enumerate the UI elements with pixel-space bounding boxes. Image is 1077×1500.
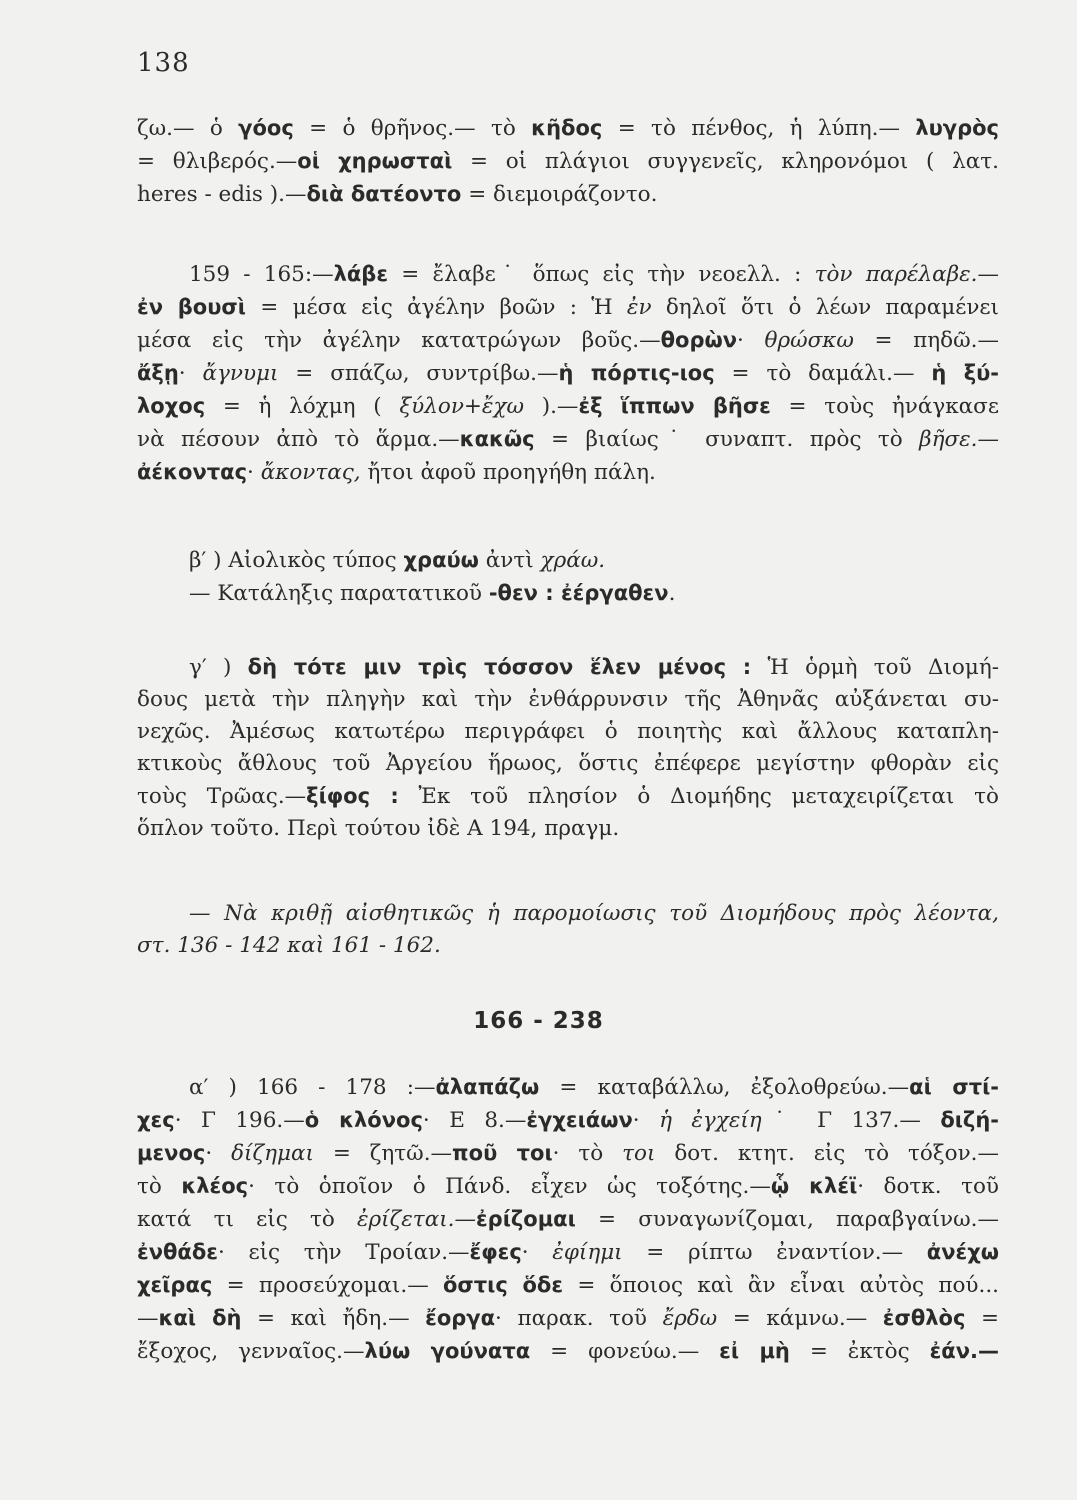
- text-line: [137, 898, 999, 930]
- text-line: [137, 1104, 999, 1137]
- section-heading: 166 - 238: [473, 1008, 604, 1034]
- lemma-term: δὴ τότε μιν τρὶς τόσσον ἕλεν μένος :: [247, 655, 752, 679]
- text-line: [137, 651, 999, 684]
- text-segment: 159 - 165:—: [189, 262, 334, 287]
- section-a: [137, 112, 999, 211]
- lemma-term: ξίφος :: [306, 784, 399, 808]
- text-line: [137, 813, 999, 845]
- lemma-term: -θεν : ἐέργαθεν: [488, 581, 669, 605]
- text-line: [137, 291, 999, 324]
- text-segment: ·: [521, 1240, 553, 1265]
- italic-text: ἡ ἐγχείη: [659, 1108, 762, 1133]
- text-segment: δοτ. κτητ. εἰς τὸ τόξον.—: [655, 1141, 999, 1166]
- text-line: [137, 748, 999, 780]
- italic-text: στ. 136 - 142 καὶ 161 - 162.: [137, 933, 441, 958]
- text-segment: ἤτοι ἀφοῦ προηγήθη πάλη.: [360, 460, 656, 485]
- page-number: 138: [137, 48, 190, 78]
- lemma-term: οἱ χηρωσταὶ: [297, 149, 453, 173]
- italic-text: θρώσκω: [764, 328, 854, 353]
- text-line: [137, 1137, 999, 1170]
- text-segment: = διεμοιράζοντο.: [461, 182, 658, 207]
- text-segment: ˙ Γ 137.—: [761, 1108, 941, 1133]
- text-line: [137, 577, 999, 610]
- text-line: [137, 544, 999, 577]
- text-segment: = σπάζω, συντρίβω.—: [278, 361, 559, 386]
- text-segment: ὅπλον τοῦτο. Περὶ τούτου ἰδὲ Α 194, πραγμ.: [137, 816, 620, 841]
- italic-text: ἐφίημι: [552, 1240, 623, 1265]
- text-segment: ἔξοχος, γενναῖος.—: [137, 1339, 365, 1364]
- lemma-term: ἐάν.—: [929, 1339, 999, 1363]
- text-line: [137, 716, 999, 748]
- italic-text: τοι: [622, 1141, 656, 1166]
- text-line: [137, 1269, 999, 1302]
- lemma-term: θορὼν: [660, 328, 738, 352]
- lemma-term: ἔφες: [469, 1240, 522, 1264]
- section-f: [137, 1071, 999, 1368]
- text-segment: = φονεύω.—: [530, 1339, 720, 1364]
- text-segment: = ἔλαβε˙ ὅπως εἰς τὴν νεοελλ. :: [388, 262, 815, 287]
- lemma-term: γόος: [238, 116, 294, 140]
- italic-text: ἄγνυμι: [202, 361, 279, 386]
- text-segment: ·: [247, 460, 261, 485]
- lemma-term: ἀλαπάζω: [435, 1075, 540, 1099]
- text-segment: ·: [205, 1141, 232, 1166]
- text-segment: · Γ 196.—: [174, 1108, 305, 1133]
- text-segment: = τὸ πένθος, ἡ λύπη.—: [602, 116, 916, 141]
- lemma-term: χραύω: [403, 548, 479, 572]
- lemma-term: κῆδος: [531, 116, 603, 140]
- lemma-term: ἔοργα: [425, 1306, 496, 1330]
- text-segment: β′ ) Αἰολικὸς τύπος: [189, 548, 404, 573]
- lemma-term: ἐρίζομαι: [475, 1207, 576, 1231]
- section-e: [137, 898, 999, 962]
- text-segment: · τὸ: [552, 1141, 623, 1166]
- italic-text: — Νὰ κριθῇ αἰσθητικῶς ἡ παρομοίωσις τοῦ Διομήδους πρὸς λέοντα,: [189, 901, 999, 926]
- lemma-term: λοχος: [137, 394, 206, 418]
- lemma-term: ἀνέχω: [926, 1240, 999, 1264]
- text-line: [137, 178, 999, 211]
- lemma-term: λάβε: [333, 262, 389, 286]
- text-segment: = συναγωνίζομαι, παραβγαίνω.—: [575, 1207, 999, 1232]
- lemma-term: ποῦ τοι: [452, 1141, 553, 1165]
- text-segment: · παρακ. τοῦ: [495, 1306, 663, 1331]
- section-d: [137, 651, 999, 845]
- text-line: [137, 456, 999, 489]
- text-segment: = καταβάλλω, ἐξολοθρεύω.—: [539, 1075, 910, 1100]
- text-segment: = μέσα εἰς ἀγέλην βοῶν : Ἡ: [245, 295, 627, 320]
- text-segment: · τὸ ὁποῖον ὁ Πάνδ. εἶχεν ὡς τοξότης.—: [248, 1174, 771, 1199]
- text-line: [137, 780, 999, 813]
- text-segment: · Ε 8.—: [422, 1108, 527, 1133]
- text-segment: = ρίπτω ἐναντίον.—: [622, 1240, 927, 1265]
- lemma-term: ἀέκοντας: [137, 460, 248, 484]
- lemma-term: ἄξῃ: [137, 361, 179, 385]
- lemma-term: ἐνθάδε: [137, 1240, 218, 1264]
- lemma-term: ἐξ ἵππων βῆσε: [578, 394, 771, 418]
- text-segment: δους μετὰ τὴν πληγὴν καὶ τὴν ἐνθάρρυνσιν τῆς Ἀθηνᾶς αὐξάνεται συ-: [137, 687, 999, 712]
- lemma-term: κακῶς: [459, 427, 535, 451]
- lemma-term: ὁ κλόνος: [304, 1108, 423, 1132]
- text-segment: ἀντὶ: [478, 548, 541, 573]
- text-line: [137, 1071, 999, 1104]
- text-segment: = ἡ λόχμη (: [205, 394, 400, 419]
- text-segment: νὰ πέσουν ἀπὸ τὸ ἅρμα.—: [137, 427, 460, 452]
- text-line: [137, 112, 999, 145]
- text-segment: —: [137, 1306, 159, 1331]
- text-segment: = ἐκτὸς: [789, 1339, 930, 1364]
- lemma-term: καὶ δὴ: [158, 1306, 242, 1330]
- text-line: [137, 1203, 999, 1236]
- text-line: [137, 145, 999, 178]
- section-b: [137, 258, 999, 489]
- text-line: [137, 1236, 999, 1269]
- text-line: [137, 1170, 999, 1203]
- text-segment: κτικοὺς ἄθλους τοῦ Ἀργείου ἥρωος, ὅστις ἐπέφερε μεγίστην φθορὰν εἰς: [137, 751, 999, 776]
- text-segment: = καὶ ἤδη.—: [241, 1306, 426, 1331]
- text-segment: γ′ ): [189, 655, 248, 680]
- text-line: [137, 1335, 999, 1368]
- lemma-term: ἡ ξύ-: [931, 361, 999, 385]
- text-segment: κατά τι εἰς τὸ: [137, 1207, 357, 1232]
- text-line: [137, 684, 999, 716]
- lemma-term: χεῖρας: [137, 1273, 213, 1297]
- text-segment: ·: [178, 361, 203, 386]
- text-segment: = τοὺς ἠνάγκασε: [770, 394, 999, 419]
- italic-text: ἔρδω: [662, 1306, 718, 1331]
- lemma-term: ἐν βουσὶ: [137, 295, 246, 319]
- italic-text: δίζημαι: [231, 1141, 314, 1166]
- italic-text: ἐρίζεται.—: [357, 1207, 476, 1232]
- text-line: [137, 1302, 999, 1335]
- text-line: [137, 258, 999, 291]
- italic-text: ἄκοντας,: [260, 460, 361, 485]
- lemma-term: ἐγχειάων: [526, 1108, 633, 1132]
- lemma-term: διὰ δατέοντο: [306, 182, 462, 206]
- text-segment: · εἰς τὴν Τροίαν.—: [217, 1240, 470, 1265]
- text-segment: =: [965, 1306, 1000, 1331]
- text-segment: = πηδῶ.—: [853, 328, 999, 353]
- text-segment: α′ ) 166 - 178 :—: [189, 1075, 436, 1100]
- lemma-term: αἱ στί-: [909, 1075, 1000, 1099]
- text-line: [137, 423, 999, 456]
- italic-text: ξύλον+ἔχω: [399, 394, 525, 419]
- italic-text: βῆσε.—: [919, 427, 999, 452]
- text-segment: ζω.— ὁ: [137, 116, 239, 141]
- text-segment: ).—: [524, 394, 579, 419]
- text-segment: τοὺς Τρῶας.—: [137, 784, 307, 809]
- text-segment: = ὅποιος καὶ ἂν εἶναι αὐτὸς πού...: [563, 1273, 1000, 1298]
- lemma-term: μενος: [137, 1141, 206, 1165]
- text-segment: = προσεύχομαι.—: [212, 1273, 443, 1298]
- italic-text: τὸν παρέλαβε.—: [814, 262, 999, 287]
- text-segment: Ἐκ τοῦ πλησίον ὁ Διομήδης μεταχειρίζεται τὸ: [398, 784, 999, 809]
- text-segment: heres - edis ).—: [137, 182, 307, 207]
- italic-text: χράω.: [540, 548, 606, 573]
- text-segment: = κάμνω.—: [717, 1306, 883, 1331]
- text-line: [137, 930, 999, 962]
- text-segment: Ἡ ὁρμὴ τοῦ Διομή-: [751, 655, 999, 680]
- lemma-term: χες: [137, 1108, 175, 1132]
- lemma-term: λύω γούνατα: [364, 1339, 531, 1363]
- text-line: [137, 324, 999, 357]
- text-segment: = βιαίως˙ συναπτ. πρὸς τὸ: [534, 427, 920, 452]
- text-segment: · δοτκ. τοῦ: [857, 1174, 999, 1199]
- text-segment: = ζητῶ.—: [313, 1141, 453, 1166]
- text-segment: τὸ: [137, 1174, 182, 1199]
- text-segment: = τὸ δαμάλι.—: [714, 361, 932, 386]
- text-segment: = θλιβερός.—: [137, 149, 298, 174]
- text-segment: ·: [737, 328, 765, 353]
- lemma-term: διζή-: [940, 1108, 999, 1132]
- text-segment: ·: [632, 1108, 660, 1133]
- text-segment: .: [668, 581, 676, 606]
- lemma-term: ὅστις ὅδε: [442, 1273, 564, 1297]
- text-segment: = οἱ πλάγιοι συγγενεῖς, κληρονόμοι ( λατ.: [452, 149, 999, 174]
- lemma-term: εἰ μὴ: [719, 1339, 790, 1363]
- text-line: [137, 390, 999, 423]
- lemma-term: ἡ πόρτις-ιος: [558, 361, 715, 385]
- lemma-term: ᾧ κλέϊ: [770, 1174, 858, 1198]
- text-segment: — Κατάληξις παρατατικοῦ: [189, 581, 489, 606]
- text-line: [137, 357, 999, 390]
- lemma-term: ἐσθλὸς: [882, 1306, 966, 1330]
- lemma-term: κλέος: [181, 1174, 249, 1198]
- section-c: [137, 544, 999, 610]
- lemma-term: λυγρὸς: [915, 116, 999, 140]
- italic-text: ἐν: [626, 295, 652, 320]
- text-segment: νεχῶς. Ἀμέσως κατωτέρω περιγράφει ὁ ποιητὴς καὶ ἄλλους καταπλη-: [137, 719, 999, 744]
- text-segment: μέσα εἰς τὴν ἀγέλην κατατρώγων βοῦς.—: [137, 328, 661, 353]
- text-segment: = ὁ θρῆνος.— τὸ: [293, 116, 532, 141]
- text-segment: δηλοῖ ὅτι ὁ λέων παραμένει: [651, 295, 999, 320]
